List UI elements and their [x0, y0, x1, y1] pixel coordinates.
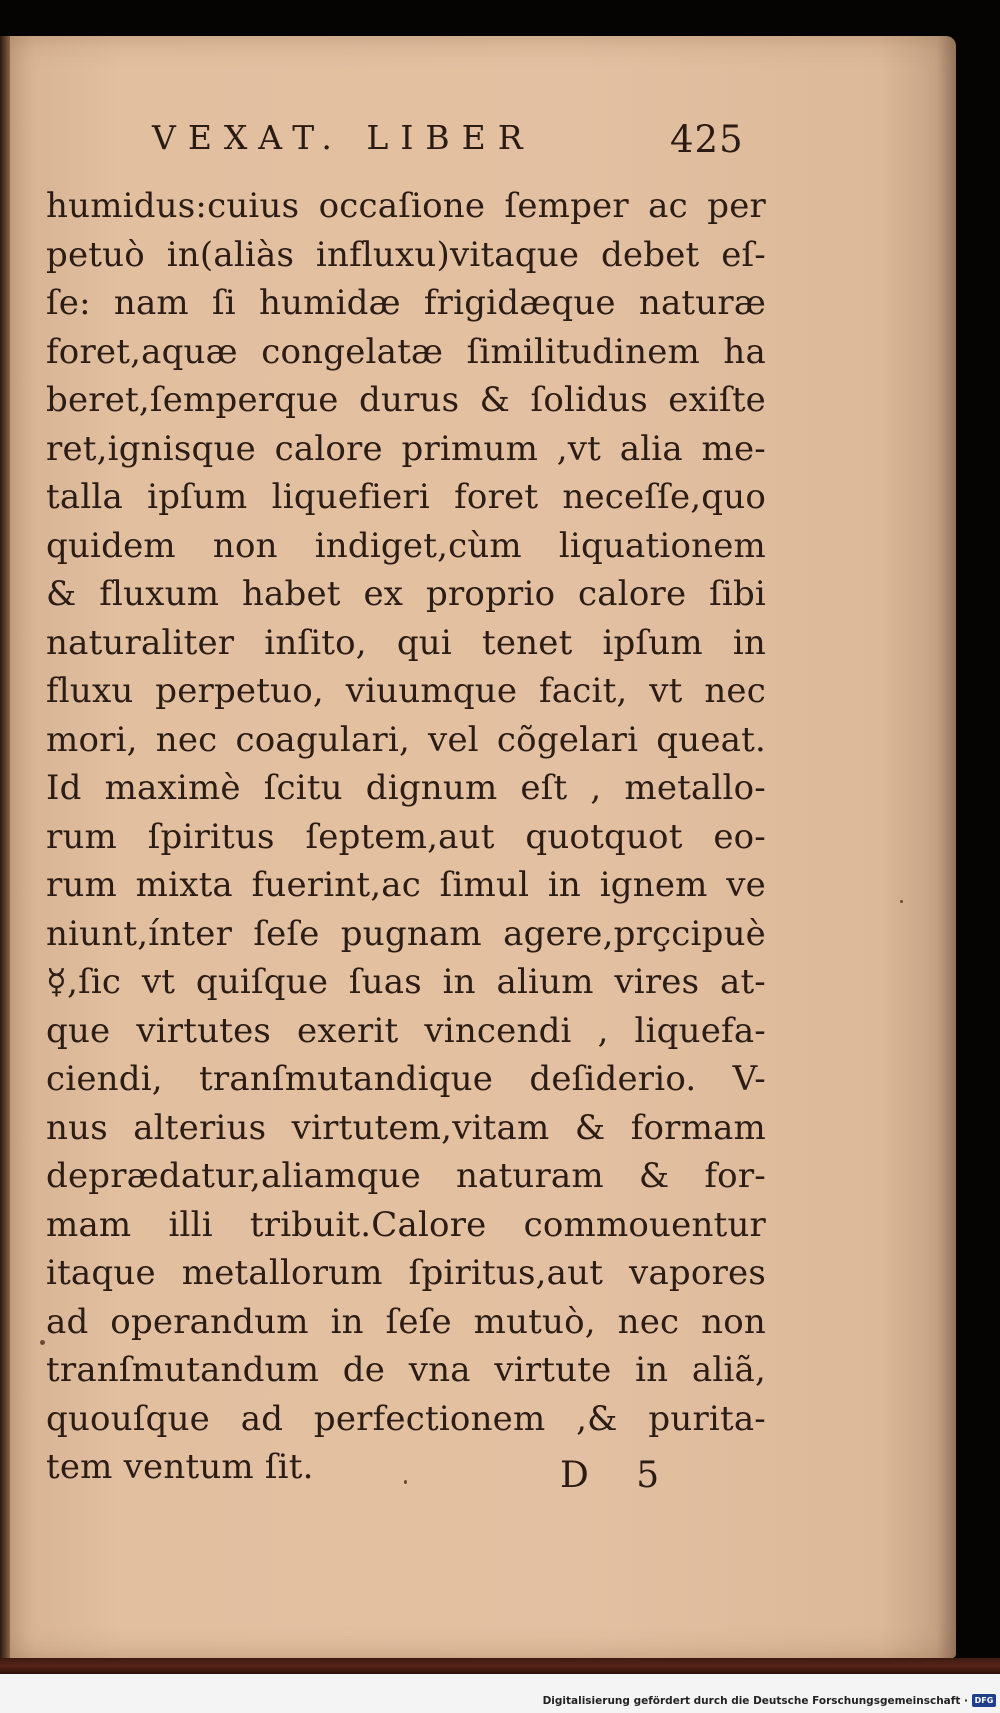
binding-bottom-band [0, 1658, 1000, 1674]
text-line: quidem non indiget,cùm liquationem [46, 525, 766, 566]
text-line: mam illi tribuit.Calore commouentur [46, 1204, 766, 1245]
text-line: humidus:cuius occaſione ſemper ac per [46, 186, 766, 226]
paper-speck [900, 900, 903, 903]
text-line: ☿,ſic vt quiſque ſuas in alium vires at- [46, 962, 766, 1002]
text-line: mori, nec coagulari, vel cõgelari queat. [46, 719, 766, 760]
text-line: Id maximè ſcitu dignum eſt , metallo- [46, 768, 766, 808]
text-line: itaque metallorum ſpiritus,aut vapores [46, 1253, 766, 1293]
text-line: rum mixta fuerint,ac ſimul in ignem ve [46, 865, 766, 905]
page-number: 425 [670, 118, 744, 161]
text-line: & fluxum habet ex proprio calore ſibi [46, 574, 766, 614]
text-line: quouſque ad perfectionem ,& purita- [46, 1398, 766, 1439]
text-line: beret,ſemperque durus & ſolidus exiſte [46, 380, 766, 420]
text-line: niunt,ínter ſeſe pugnam agere,prçcipuè [46, 913, 766, 954]
running-head: VEXAT. LIBER [152, 118, 535, 157]
text-line: ad operandum in ſeſe mutuò, nec non [46, 1301, 766, 1342]
text-line: nus alterius virtutem,vitam & formam [46, 1107, 766, 1148]
signature-mark: D 5 [560, 1455, 678, 1496]
dfg-logo-icon: DFG [972, 1694, 996, 1707]
text-line-final: tem ventum ſit. [46, 1447, 314, 1487]
text-line: ſe: nam ſi humidæ frigidæque naturæ [46, 283, 766, 323]
text-line: petuò in(aliàs influxu)vitaque debet eſ- [46, 234, 766, 275]
text-line: fluxu perpetuo, viuumque facit, vt nec [46, 671, 766, 711]
text-line: rum ſpiritus ſeptem,aut quotquot eo- [46, 816, 766, 857]
text-line: foret,aquæ congelatæ ſimilitudinem ha [46, 331, 766, 372]
paper-speck [40, 1340, 45, 1345]
text-line: ret,ignisque calore primum ,vt alia me- [46, 428, 766, 469]
text-line: que virtutes exerit vincendi , liquefa- [46, 1010, 766, 1051]
digitization-credit: Digitalisierung gefördert durch die Deutsche Forschungsgemeinschaft · [542, 1695, 968, 1707]
text-line: ciendi, tranſmutandique deſiderio. V- [46, 1059, 766, 1099]
text-line: tranſmutandum de vna virtute in aliã, [46, 1350, 766, 1390]
text-line: talla ipſum liquefieri foret neceſſe,quo [46, 477, 766, 517]
text-line: deprædatur,aliamque naturam & for- [46, 1156, 766, 1196]
page-gutter-edge [0, 36, 10, 1658]
text-line: naturaliter inſito, qui tenet ipſum in [46, 622, 766, 663]
